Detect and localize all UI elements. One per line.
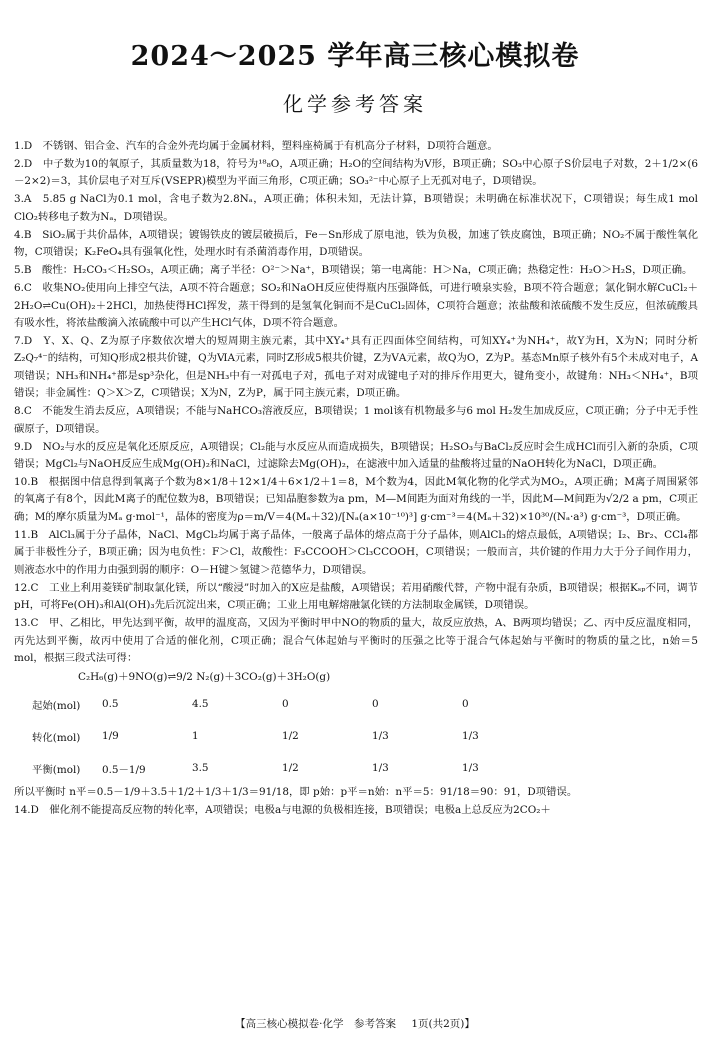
table-cell: 0 (372, 698, 379, 711)
answer-9: 9.D NO₂与水的反应是氧化还原反应，A项错误；Cl₂能与水反应从而造成损失，B项错误；H₂SO₃与BaCl₂反应时会生成HCl而引入新的杂质，C项错误；MgCl₂与NaOH反应生成Mg(OH)₂和NaCl，过滤除去Mg(OH)₂，在滤液中加入适量的盐酸将过量的NaOH转化为NaCl，D项正确。 (14, 440, 698, 471)
answer-5: 5.B 酸性：H₂CO₃＜H₂SO₃，A项正确；离子半径：O²⁻＞Na⁺，B项错误；第一电离能：H＞Na，C项正确；热稳定性：H₂O＞H₂S，D项正确。 (14, 264, 693, 277)
three-stage-table (32, 688, 552, 784)
answer-14: 14.D 催化剂不能提高反应物的转化率，A项错误；电极a与电源的负极相连接，B项错误；电极a上总反应为2CO₂＋ (14, 804, 551, 817)
table-cell: 1/3 (462, 762, 479, 775)
answer-3: 3.A 5.85 g NaCl为0.1 mol，含电子数为2.8Nₐ，A项正确；体积未知，无法计算，B项错误；未明确在标准状况下，C项错误；每生成1 mol ClO₂转移电子数为Nₐ，D项错误。 (14, 193, 698, 223)
table-cell: 4.5 (192, 698, 209, 711)
table-cell: 0.5－1/9 (102, 763, 146, 776)
table-cell: 1/9 (102, 730, 119, 743)
answer-list (14, 138, 698, 820)
answer-4: 4.B SiO₂属于共价晶体，A项错误；镀锡铁皮的镀层破损后，Fe－Sn形成了原电池，铁为负极，加速了铁皮腐蚀，B项正确；NO₂不属于酸性氧化物，C项错误；K₂FeO₄具有强氧化性，处理水时有杀菌消毒作用，D项错误。 (14, 228, 698, 259)
row-label: 转化(mol) (32, 731, 81, 744)
answer-8: 8.C 不能发生消去反应，A项错误；不能与NaHCO₃溶液反应，B项错误；1 mol该有机物最多与6 mol H₂发生加成反应，C项正确；分子中无手性碳原子，D项错误。 (14, 405, 698, 435)
footer-page-number: 1页(共2页)】 (411, 1018, 475, 1030)
answer-10: 10.B 根据图中信息得到氧离子个数为8×1/8＋12×1/4＋6×1/2＋1＝8，M个数为4，因此M氧化物的化学式为MO₂，A项正确；M离子周围紧邻的氧离子有8个，因此M离子的配位数为8，B项错误；已知晶胞参数为a pm，M—M间距为面对角线的一半，因此M—M间距为√2/2 a pm，C项正确；M的摩尔质量为Mₐ g·mol⁻¹，晶体的密度为ρ＝m/V＝4(Mₐ＋32)/[Nₐ(a×10⁻¹⁰)³] g·cm⁻³＝4(Mₐ＋32)×10³⁰/(Nₐ·a³) g·cm⁻³，D项正确。 (14, 476, 698, 523)
table-cell: 1/3 (372, 730, 389, 743)
row-label: 平衡(mol) (32, 763, 81, 776)
table-cell: 1 (192, 730, 199, 743)
answer-2: 2.D 中子数为10的氧原子，其质量数为18，符号为¹⁸₈O，A项正确；H₂O的空间结构为V形，B项正确；SO₃中心原子S价层电子对数，2＋1/2×(6－2×2)＝3，其价层电子对互斥(VSEPR)模型为平面三角形，C项正确；SO₃²⁻中心原子上无孤对电子，D项错误。 (14, 158, 698, 188)
table-cell: 1/2 (282, 762, 299, 775)
page-subtitle: 化学参考答案 (283, 92, 427, 116)
table-cell: 1/3 (462, 730, 479, 743)
answer-6: 6.C 收集NO₂使用向上排空气法，A项不符合题意；SO₂和NaOH反应使得瓶内压强降低，可进行喷泉实验，B项不符合题意；氯化铜水解CuCl₂＋2H₂O⇌Cu(OH)₂＋2HCl，加热使得HCl挥发，蒸干得到的是氢氧化铜而不是CuCl₂固体，C项符合题意；浓盐酸和浓硫酸不发生反应，但浓硫酸具有吸水性，将浓盐酸滴入浓硫酸中可以产生HCl气体，D项不符合题意。 (14, 282, 698, 330)
table-row (32, 720, 552, 752)
table-cell: 0.5 (102, 698, 119, 711)
page-title: 2024～2025 学年高三核心模拟卷 (130, 41, 580, 72)
answer-13: 13.C 甲、乙相比，甲先达到平衡，故甲的温度高，又因为平衡时甲中NO的物质的量大，故反应放热，A、B两项均错误；乙、丙中反应温度相同，丙先达到平衡，故丙中使用了合适的催化剂，C项正确；混合气体起始与平衡时的压强之比等于混合气体起始与平衡时的物质的量之比，n始＝5 mol，根据三段式法可得： (14, 617, 698, 664)
reaction-equation: C₂H₆(g)＋9NO(g)⇌9/2 N₂(g)＋3CO₂(g)＋3H₂O(g) (78, 671, 331, 684)
answer-7: 7.D Y、X、Q、Z为原子序数依次增大的短周期主族元素，其中XY₄⁺具有正四面体空间结构，可知XY₄⁺为NH₄⁺，故Y为H，X为N；同时分析Z₂Q₇⁴⁻的结构，可知Q形成2根共价键，Q为ⅥA元素，同时Z形成5根共价键，Z为ⅤA元素，故Q为O，Z为P。基态Mn原子核外有5个未成对电子，A项错误；NH₃和NH₄⁺都是sp³杂化，但是NH₃中有一对孤电子对，孤电子对对成键电子对的排斥作用更大，键角变小，故键角：NH₃＜NH₄⁺，B项错误；非金属性：Q＞X＞Z，C项错误；X为N，Z为P，属于同主族元素，D项正确。 (14, 335, 698, 400)
table-row (32, 752, 552, 784)
row-label: 起始(mol) (32, 699, 81, 712)
table-cell: 0 (462, 698, 469, 711)
table-cell: 1/3 (372, 762, 389, 775)
footer-title: 【高三核心模拟卷·化学 参考答案 (235, 1018, 396, 1030)
page-footer (0, 1016, 710, 1031)
answer-11: 11.B AlCl₃属于分子晶体，NaCl、MgCl₂均属于离子晶体，一般离子晶体的熔点高于分子晶体，则AlCl₃的熔点最低，A项错误；I₂、Br₂、CCl₄都属于非极性分子，B项正确；因为电负性：F＞Cl，故酸性：F₃CCOOH＞Cl₃CCOOH，C项错误；一般而言，共价键的作用力大于分子间作用力，则液态水中的作用力由强到弱的顺序：O－H键＞氢键＞范德华力，D项错误。 (14, 528, 698, 576)
answer-12: 12.C 工业上利用菱镁矿制取氯化镁，所以“酸浸”时加入的X应是盐酸，A项错误；若用硝酸代替，产物中混有杂质，B项错误；根据Kₛₚ不同，调节pH，可将Fe(OH)₃和Al(OH)₃先后沉淀出来，C项正确；工业上用电解熔融氯化镁的方法制取金属镁，D项错误。 (14, 581, 698, 612)
answer-1: 1.D 不锈钢、铝合金、汽车的合金外壳均属于金属材料，塑料座椅属于有机高分子材料，D项符合题意。 (14, 140, 498, 152)
table-cell: 1/2 (282, 730, 299, 743)
table-cell: 0 (282, 698, 289, 711)
table-row (32, 688, 552, 720)
table-cell: 3.5 (192, 762, 209, 775)
answer-13-conclusion: 所以平衡时 n平＝0.5－1/9＋3.5＋1/2＋1/3＋1/3＝91/18，即 p始：p平＝n始：n平＝5：91/18＝90：91，D项错误。 (14, 786, 578, 799)
